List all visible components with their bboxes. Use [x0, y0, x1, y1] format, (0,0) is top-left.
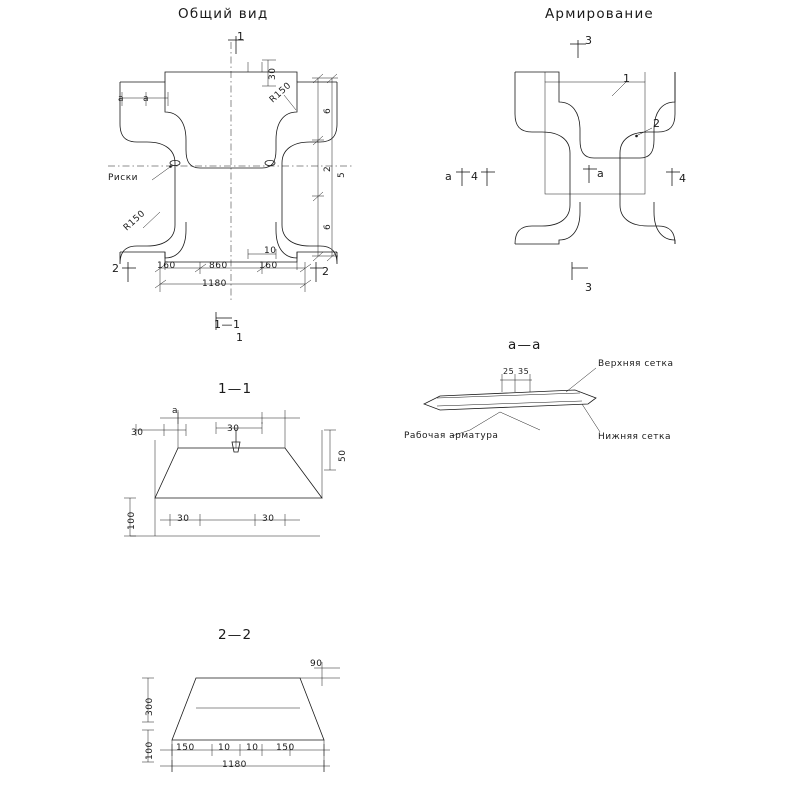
- dim-11-center-30: 30: [227, 424, 240, 434]
- dim-vert-6-bottom: 6: [323, 223, 333, 230]
- dim-gap-10: 10: [264, 246, 277, 256]
- dim-11-left-30: 30: [131, 428, 144, 438]
- section-mark-1-bottom: 1: [236, 331, 244, 344]
- dim-22-right-150: 150: [276, 743, 295, 753]
- dim-right-flange: 160: [259, 261, 278, 271]
- section-title-2-2: 2—2: [218, 627, 253, 643]
- label-working-rebar: Рабочая арматура: [404, 431, 499, 441]
- label-bottom-mesh: Нижняя сетка: [598, 432, 671, 442]
- section-label-1-1: 1—1: [214, 318, 241, 331]
- pos-label-1: 1: [623, 72, 631, 85]
- dim-vert-6-top: 6: [323, 107, 333, 114]
- dim-22-height-300: 300: [145, 697, 155, 716]
- dim-left-flange: 160: [157, 261, 176, 271]
- section-mark-4-left: 4: [471, 170, 479, 183]
- dim-11-a: a: [172, 406, 179, 416]
- dim-22-inner-10-right: 10: [246, 743, 259, 753]
- dim-22-90: 90: [310, 659, 323, 669]
- dim-a-left-2: a: [143, 94, 150, 104]
- dim-11-height-100: 100: [127, 511, 137, 530]
- title-reinforcement: Армирование: [545, 6, 654, 22]
- dim-11-bottom-right-30: 30: [262, 514, 275, 524]
- dim-overall-width: 1180: [202, 279, 227, 289]
- dim-22-overall: 1180: [222, 760, 247, 770]
- dim-11-right-50: 50: [338, 449, 348, 462]
- section-mark-1-top: 1: [237, 30, 245, 43]
- title-general-view: Общий вид: [178, 6, 269, 22]
- callout-riski: Риски: [108, 173, 139, 183]
- section-mark-3-bottom: 3: [585, 281, 593, 294]
- dim-middle-width: 860: [209, 261, 228, 271]
- dim-22-left-150: 150: [176, 743, 195, 753]
- section-mark-4-right: 4: [679, 172, 687, 185]
- section-title-a-a: а—а: [508, 337, 542, 353]
- pos-label-2: 2: [653, 117, 661, 130]
- dim-22-inner-10-left: 10: [218, 743, 231, 753]
- label-top-mesh: Верхняя сетка: [598, 359, 674, 369]
- dim-notch-30: 30: [268, 67, 278, 80]
- section-mark-a-center: a: [597, 167, 605, 180]
- section-mark-a-left: a: [445, 170, 453, 183]
- section-mark-2-left: 2: [112, 262, 120, 275]
- dim-aa-25: 25: [503, 367, 515, 376]
- dim-aa-35: 35: [518, 367, 530, 376]
- dim-radius-bottom: R150: [121, 208, 148, 234]
- section-mark-3-top: 3: [585, 34, 593, 47]
- dim-radius-top: R150: [267, 80, 294, 106]
- dim-22-height-100: 100: [145, 741, 155, 760]
- section-title-1-1: 1—1: [218, 381, 253, 397]
- section-mark-2-right: 2: [322, 265, 330, 278]
- dim-a-left-1: a: [118, 94, 125, 104]
- dim-11-bottom-left-30: 30: [177, 514, 190, 524]
- dim-vert-5: 5: [337, 171, 347, 178]
- dim-vert-2: 2: [323, 165, 333, 172]
